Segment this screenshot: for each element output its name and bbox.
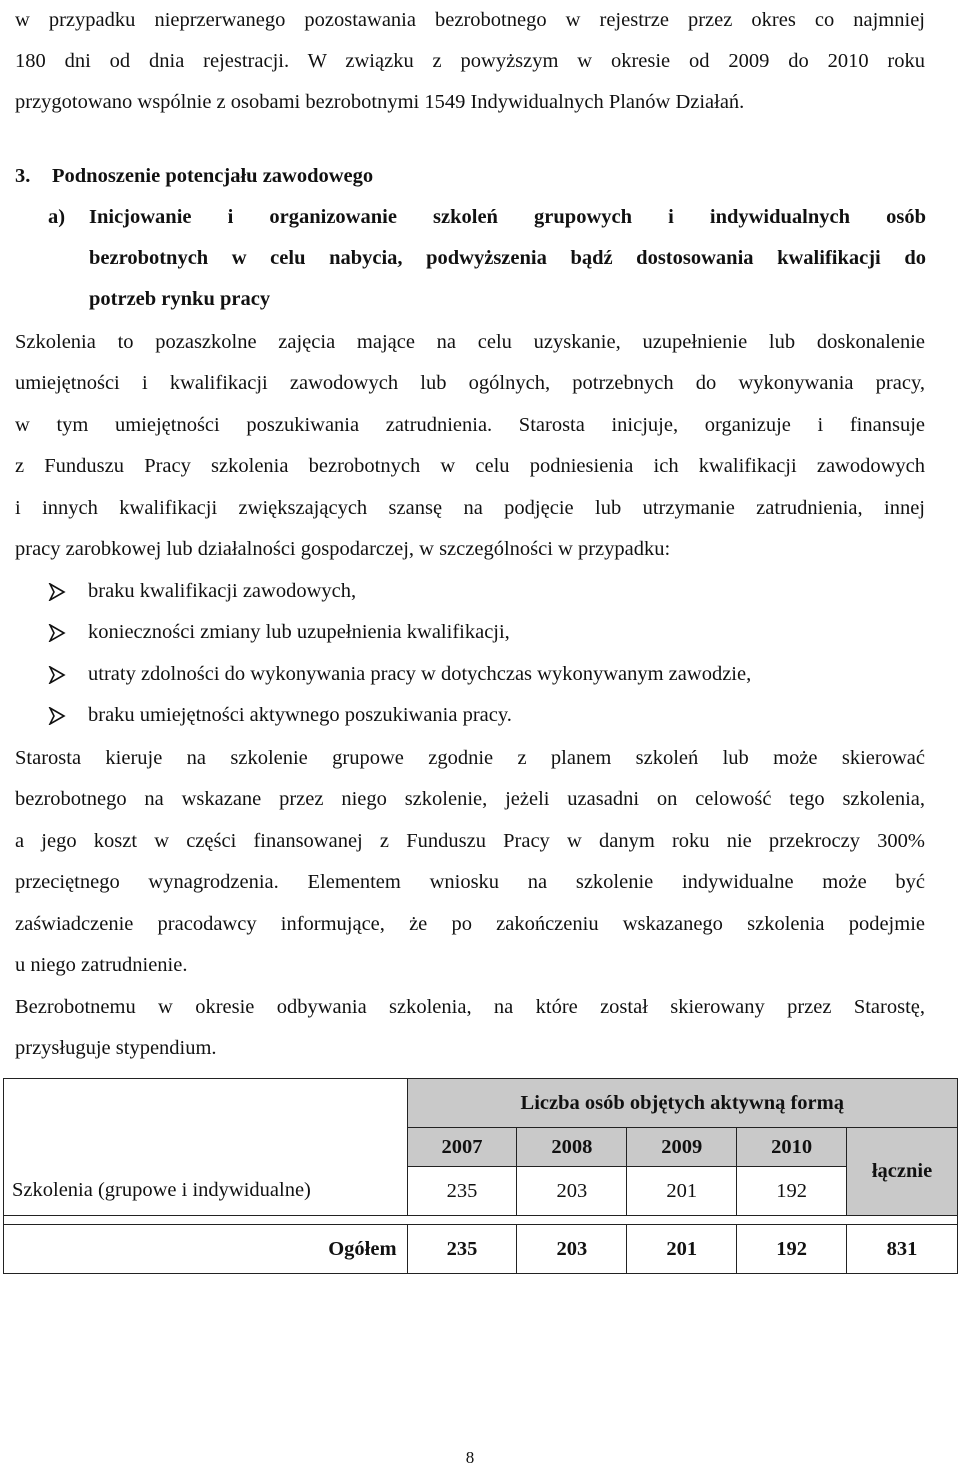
table-group-header: Liczba osób objętych aktywną formą	[407, 1079, 957, 1128]
table-spacer	[4, 1216, 958, 1225]
paragraph-line: w tym umiejętności poszukiwania zatrudnienia. Starosta inicjuje, organizuje i finansuje	[15, 413, 925, 436]
paragraph-line: Starosta kieruje na szkolenie grupowe zgodnie z planem szkoleń lub może skierować	[15, 747, 925, 769]
table-cell: 192	[737, 1167, 847, 1216]
paragraph-line: pracy zarobkowej lub działalności gospodarczej, w szczególności w przypadku:	[15, 538, 671, 561]
subsection-line: bezrobotnych w celu nabycia, podwyższenia bądź dostosowania kwalifikacji do	[89, 247, 926, 269]
list-item-text: utraty zdolności do wykonywania pracy w dotychczas wykonywanym zawodzie,	[88, 662, 752, 685]
table-total-cell: 235	[407, 1225, 517, 1274]
paragraph-line: umiejętności i kwalifikacji zawodowych lub ogólnych, potrzebnych do wykonywania pracy,	[15, 372, 925, 395]
table-total-label: Ogółem	[4, 1225, 408, 1274]
list-item	[48, 695, 751, 736]
body-paragraph-training	[15, 322, 925, 570]
table-total-header: łącznie	[847, 1128, 958, 1216]
paragraph-line: z Funduszu Pracy szkolenia bezrobotnych w celu podniesienia ich kwalifikacji zawodowych	[15, 455, 925, 478]
table-grand-total: 831	[847, 1225, 958, 1274]
subsection-line: Inicjowanie i organizowanie szkoleń grupowych i indywidualnych osób	[89, 206, 926, 228]
subsection-line: potrzeb rynku pracy	[89, 288, 271, 310]
paragraph-line: Bezrobotnemu w okresie odbywania szkolenia, na które został skierowany przez Starostę,	[15, 996, 925, 1018]
paragraph-line: przysługuje stypendium.	[15, 1037, 217, 1060]
table-year-header: 2007	[407, 1128, 517, 1167]
table-year-header: 2009	[627, 1128, 737, 1167]
intro-paragraph	[15, 0, 925, 123]
table-total-cell: 201	[627, 1225, 737, 1274]
table-cell: 201	[627, 1167, 737, 1216]
paragraph-line: a jego koszt w części finansowanej z Funduszu Pracy w danym roku nie przekroczy 300%	[15, 829, 925, 852]
body-paragraph-stipend	[15, 987, 925, 1070]
arrowhead-bullet-icon	[48, 666, 66, 684]
paragraph-line: u niego zatrudnienie.	[15, 954, 188, 977]
section-title: Podnoszenie potencjału zawodowego	[52, 165, 374, 187]
table-total-row	[4, 1225, 958, 1274]
paragraph-line: i innych kwalifikacji zwiększających szansę na podjęcie lub utrzymanie zatrudnienia, innej	[15, 496, 925, 519]
intro-line: przygotowano wspólnie z osobami bezrobotnymi 1549 Indywidualnych Planów Działań.	[15, 91, 745, 113]
table-year-header: 2008	[517, 1128, 627, 1167]
subsection-label: a)	[48, 206, 66, 228]
list-item	[48, 654, 751, 695]
list-item-text: braku umiejętności aktywnego poszukiwania pracy.	[88, 704, 512, 727]
list-item	[48, 571, 751, 612]
table-row	[4, 1167, 958, 1216]
empty-corner-cell	[4, 1079, 408, 1167]
table-total-cell: 192	[737, 1225, 847, 1274]
paragraph-line: Szkolenia to pozaszkolne zajęcia mające na celu uzyskanie, uzupełnienie lub doskonalenie	[15, 331, 925, 353]
paragraph-line: przeciętnego wynagrodzenia. Elementem wniosku na szkolenie indywidualne może być	[15, 871, 925, 894]
table-row-label: Szkolenia (grupowe i indywidualne)	[4, 1167, 408, 1216]
body-paragraph-referral	[15, 738, 925, 986]
section-number: 3.	[15, 165, 31, 187]
training-statistics-table	[3, 1078, 958, 1274]
page-number: 8	[465, 1448, 475, 1467]
table-cell: 235	[407, 1167, 517, 1216]
list-item	[48, 612, 751, 653]
arrowhead-bullet-icon	[48, 583, 66, 601]
list-item-text: konieczności zmiany lub uzupełnienia kwalifikacji,	[88, 621, 510, 644]
list-item-text: braku kwalifikacji zawodowych,	[88, 580, 357, 602]
subsection-heading	[48, 197, 926, 320]
arrowhead-bullet-icon	[48, 624, 66, 642]
table-total-cell: 203	[517, 1225, 627, 1274]
arrowhead-bullet-icon	[48, 707, 66, 725]
paragraph-line: bezrobotnego na wskazane przez niego szkolenie, jeżeli uzasadni on celowość tego szkolenia,	[15, 788, 925, 811]
intro-line: 180 dni od dnia rejestracji. W związku z powyższym w okresie od 2009 do 2010 roku	[15, 50, 925, 72]
intro-line: w przypadku nieprzerwanego pozostawania bezrobotnego w rejestrze przez okres co najmniej	[15, 9, 925, 31]
paragraph-line: zaświadczenie pracodawcy informujące, że po zakończeniu wskazanego szkolenia podejmie	[15, 912, 925, 935]
table-cell: 203	[517, 1167, 627, 1216]
bullet-list	[48, 571, 751, 737]
table-year-header: 2010	[737, 1128, 847, 1167]
section-heading	[15, 156, 373, 197]
